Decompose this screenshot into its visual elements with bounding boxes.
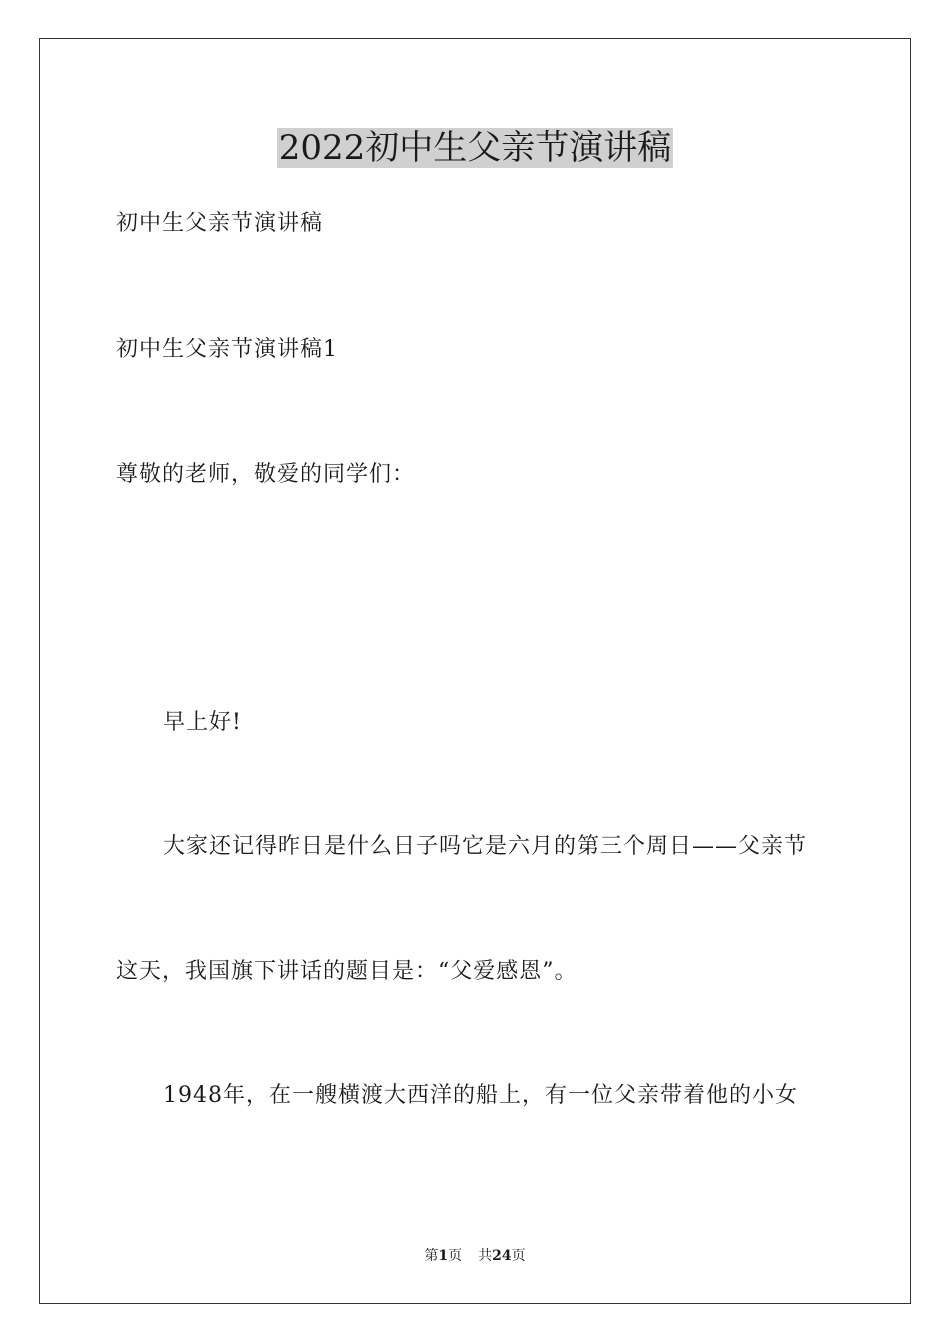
footer-total-prefix: 共	[478, 1248, 493, 1264]
paragraph-body-1: 大家还记得昨日是什么日子吗它是六月的第三个周日——父亲节	[163, 834, 808, 859]
footer-total-pages: 24	[492, 1248, 512, 1264]
paragraph-salutation: 尊敬的老师，敬爱的同学们：	[116, 462, 416, 487]
paragraph-body-2: 这天，我国旗下讲话的题目是：“父爱感恩”。	[116, 959, 578, 984]
footer-page-number: 1	[438, 1248, 449, 1264]
paragraph-heading-1: 初中生父亲节演讲稿1	[116, 337, 338, 362]
paragraph-body-3: 1948年，在一艘横渡大西洋的船上，有一位父亲带着他的小女	[163, 1083, 798, 1108]
footer-page-prefix: 第	[424, 1248, 439, 1264]
paragraph-subtitle: 初中生父亲节演讲稿	[116, 211, 324, 236]
footer-page-suffix: 页	[448, 1248, 463, 1264]
paragraph-greeting: 早上好!	[163, 710, 242, 735]
document-title	[0, 126, 950, 170]
document-title-text: 2022初中生父亲节演讲稿	[278, 128, 672, 168]
page-footer	[0, 1246, 950, 1266]
footer-total-suffix: 页	[511, 1248, 526, 1264]
